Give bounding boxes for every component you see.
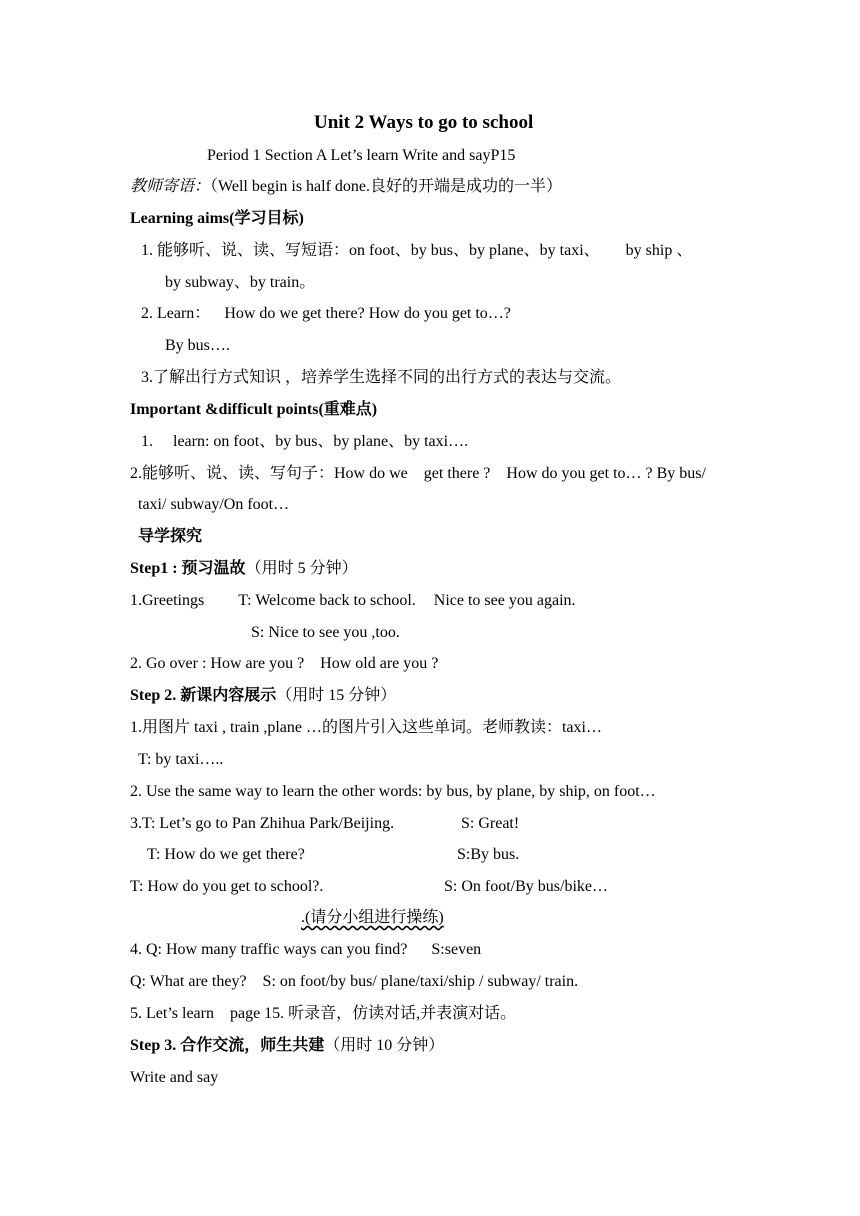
teacher-message-text: （Well begin is half done.良好的开端是成功的一半） <box>210 178 563 195</box>
important-points-heading: Important &difficult points(重难点) <box>130 401 378 418</box>
learning-aim-1-cont: by subway、by train。 <box>165 274 316 291</box>
learning-aim-3: 3.了解出行方式知识 ，培养学生选择不同的出行方式的表达与交流。 <box>141 369 622 386</box>
important-point-2 <box>130 464 706 484</box>
step1-go-over-a: 2. Go over : How are you ? <box>130 655 305 672</box>
step2-line-3: 2. Use the same way to learn the other words: by bus, by plane, by ship, on foot… <box>130 783 656 800</box>
step1-heading <box>130 559 358 579</box>
step1-go-over-b: How old are you ? <box>320 655 439 672</box>
step2-line-5b: S:By bus. <box>457 846 520 863</box>
important-point-1 <box>141 432 468 452</box>
step2-line-5a: T: How do we get there? <box>147 846 305 863</box>
step1-go-over <box>130 654 438 674</box>
learning-aim-2-label: 2. Learn： <box>141 305 211 322</box>
step2-line-10b: page 15. 听录音，仿读对话,并表演对话。 <box>229 1005 517 1022</box>
learning-aim-2 <box>141 304 511 324</box>
teacher-message-label: 教师寄语： <box>130 178 211 195</box>
document-title: Unit 2 Ways to go to school <box>314 112 534 133</box>
learning-aims-heading: Learning aims(学习目标) <box>130 210 304 227</box>
step2-line-10a: 5. Let’s learn <box>130 1005 214 1022</box>
important-point-1-text: learn: on foot、by bus、by plane、by taxi…. <box>173 433 469 450</box>
teacher-message <box>130 177 562 197</box>
step1-time: （用时 5 分钟） <box>245 560 358 577</box>
important-point-2-cont: taxi/ subway/On foot… <box>138 496 290 513</box>
step1-greetings-t: T: Welcome back to school. <box>238 592 416 609</box>
learning-aim-1-text: 1. 能够听、说、读、写短语：on foot、by bus、by plane、by taxi、 <box>141 242 600 259</box>
step2-line-8 <box>130 940 481 960</box>
step2-line-9b: S: on foot/by bus/ plane/taxi/ship / subway/ train. <box>262 973 579 990</box>
step1-greetings-label: 1.Greetings <box>130 592 205 609</box>
learning-aim-1 <box>141 241 692 261</box>
step2-line-2: T: by taxi….. <box>138 751 224 768</box>
important-point-2-b: get there ? <box>423 465 491 482</box>
step2-heading <box>130 686 396 706</box>
important-point-2-a: 2.能够听、说、读、写句子：How do we <box>130 465 408 482</box>
step2-line-6a: T: How do you get to school?. <box>130 878 324 895</box>
step2-line-4b: S: Great! <box>461 815 520 832</box>
step2-line-8a: 4. Q: How many traffic ways can you find? <box>130 941 408 958</box>
important-point-1-num: 1. <box>141 433 153 450</box>
step1-greetings <box>130 591 576 611</box>
step2-line-7: .(请分小组进行操练) <box>301 909 444 926</box>
step1-greetings-t2: Nice to see you again. <box>433 592 576 609</box>
important-point-2-c: How do you get to… ? By bus/ <box>506 465 706 482</box>
learning-aim-2-text: How do we get there? How do you get to…? <box>224 305 511 322</box>
step2-line-6b: S: On foot/By bus/bike… <box>444 878 609 895</box>
step2-line-10 <box>130 1004 516 1024</box>
step2-line-4a: 3.T: Let’s go to Pan Zhihua Park/Beijing. <box>130 815 395 832</box>
step3-line-1: Write and say <box>130 1069 219 1086</box>
step1-response: S: Nice to see you ,too. <box>251 624 400 641</box>
guide-heading: 导学探究 <box>138 528 203 545</box>
step2-line-1: 1.用图片 taxi , train ,plane …的图片引入这些单词。老师教读：taxi… <box>130 719 602 736</box>
learning-aim-2-cont: By bus…. <box>165 337 230 354</box>
period-line: Period 1 Section A Let’s learn Write and sayP15 <box>207 147 516 164</box>
step3-time: （用时 10 分钟） <box>324 1037 445 1054</box>
step2-line-8b: S:seven <box>431 941 482 958</box>
step2-time: （用时 15 分钟） <box>276 687 397 704</box>
step3-heading <box>130 1036 444 1056</box>
learning-aim-1-ship: by ship 、 <box>625 242 693 259</box>
step2-line-9a: Q: What are they? <box>130 973 247 990</box>
step2-label: Step 2. 新课内容展示 <box>130 687 277 704</box>
step1-label: Step1 : 预习温故 <box>130 560 246 577</box>
step2-line-9 <box>130 972 578 992</box>
step3-label: Step 3. 合作交流，师生共建 <box>130 1037 325 1054</box>
